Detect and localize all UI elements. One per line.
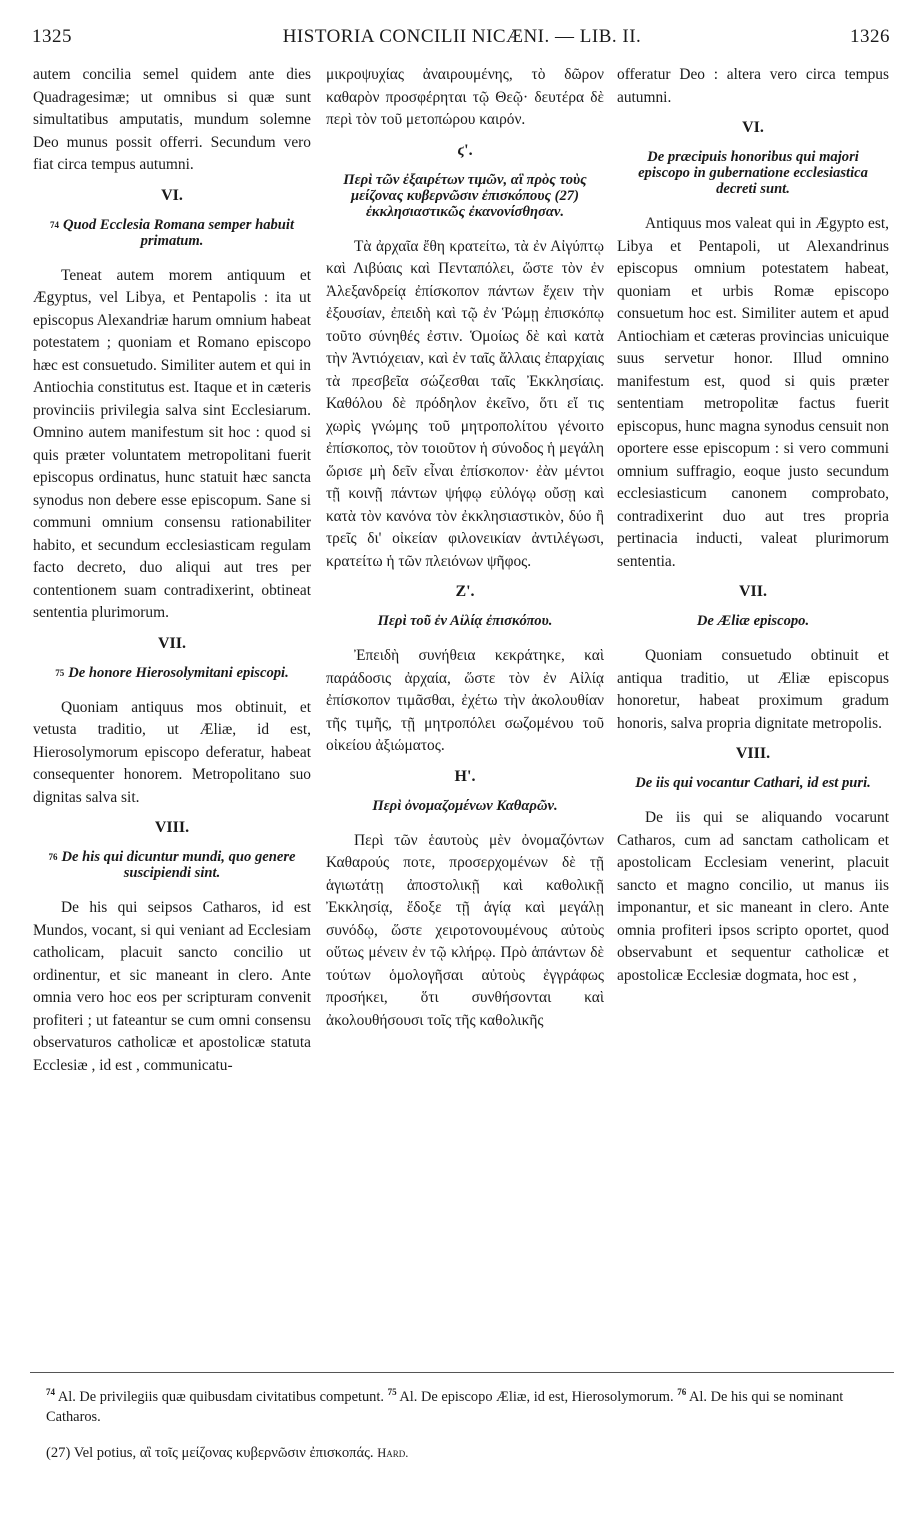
- latin-canon-8-number: VIII.: [154, 819, 190, 836]
- heading-text: De his qui dicuntur mundi, quo genere suscipiendi sint.: [61, 849, 296, 881]
- greek-canon-6-text: Τὰ ἀρχαῖα ἔθη κρατείτω, τὰ ἐν Αἰγύπτῳ καὶ Λιβύαις καὶ Πενταπόλει, ὥστε τὸν ἐν Ἀλεξανδρείᾳ ἐπίσκοπον πάντων ἔχειν τὴν ἐξουσίαν, ἐπειδὴ καὶ τῷ ἐν Ῥώμῃ ἐπισκόπῳ τοῦτο σύνηθές ἐστιν. Ὁμοίως δὲ καὶ κατὰ τὴν Ἀντιόχειαν, καὶ ἐν ταῖς ἄλλαις ἐπαρχίαις τὰ πρεσβεῖα σώζεσθαι ταῖς Ἐκκλησίαις. Καθόλου δὲ πρόδηλον ἐκεῖνο, ὅτι εἴ τις χωρὶς γνώμης τοῦ μητροπολίτου γένοιτο ἐπίσκοπος, τὸν τοιοῦτον ἡ σύνοδος ἡ μεγάλη ὥρισε μὴ δεῖν εἶναι ἐπίσκοπον· ἐὰν μέντοι τῇ κοινῇ πάντων ψήφῳ εὐλόγῳ οὔσῃ καὶ κατὰ τὸν κανόνα τὸν ἐκκλησιαστικὸν, δύο ἢ τρεῖς δι' οἰκείαν φιλονεικίαν ἀντιλέγωσι, κρατείτω ἡ τῶν πλειόνων ψῆφος.: [326, 237, 604, 570]
- latin-canon-7-title: [33, 665, 311, 681]
- footnote-27-source: Hard.: [377, 1445, 409, 1460]
- latin-canon-6-number: VI.: [161, 186, 183, 204]
- page-number-right: 1326: [850, 26, 890, 47]
- latin-intro: autem concilia semel quidem ante dies Quadragesimæ; ut omnibus si quæ sunt simultatibus amputatis, mundum solemne Deo munus possit offerri. Secundum vero fiat circa tempus autumni.: [33, 66, 311, 173]
- footnote-76-text: Al. De his qui se nominant Catharos.: [46, 1388, 844, 1425]
- footnote-variants: [46, 1382, 890, 1427]
- latin-translation-canon-8-text: De iis qui se aliquando vocarunt Catharos, cum ad sanctam catholicam et apostolicam Ecclesiam venerint, placuit sancto et magno concilio, ut manus iis imponantur, et sic maneant in clero. Ante omnia profiteri ipsos scripto oportet, quod observabunt et sequentur catholicæ et apostolicæ Ecclesiæ dogmata, hoc est ,: [617, 809, 889, 984]
- note-marker: 76: [48, 852, 58, 862]
- greek-canon-8-title: Περὶ ὀνομαζομένων Καθαρῶν.: [372, 797, 558, 814]
- latin-canon-6-title: [33, 217, 311, 249]
- heading-text: Quod Ecclesia Romana semper habuit primatum.: [62, 216, 295, 249]
- greek-canon-8-number: Η'.: [454, 767, 476, 785]
- latin-translation-canon-7-number: VII.: [738, 583, 767, 600]
- latin-canon-6-text: Teneat autem morem antiquum et Ægyptus, vel Libya, et Pentapolis : ita ut episcopus Alexandriæ harum omnium habeat potestatem ; quoniam et Romano episcopo hæc est consuetudo. Similiter autem et qui in Antiochia constitutus est. Itaque et in cæteris provinciis privilegia salva sint Ecclesiarum. Omnino autem manifestum sit hoc : quod si quis præter voluntatem metropolitani fuerit episcopus ordinatus, hunc statuit hæc sancta synodus non debere esse episcopum. Sane si communi omnium consensu rationabiliter habito, et secundum ecclesiasticam regulam facto decreto, duo aliqui aut tres per contentionem suam contradixerint, obtineat sententia plurimorum.: [33, 266, 311, 621]
- latin-translation-canon-6-title: De præcipuis honoribus qui majori episcopo in gubernatione ecclesiastica decreti sunt.: [638, 149, 868, 197]
- latin-translation-canon-8-number: VIII.: [735, 745, 771, 762]
- greek-canon-6-title: Περὶ τῶν ἐξαιρέτων τιμῶν, αἳ πρὸς τοὺς μείζονας κυβερνῶσιν ἐπισκόπους (27) ἐκκλησιαστικῶς ἐκανονίσθησαν.: [343, 171, 587, 220]
- greek-intro: μικροψυχίας ἀναιρουμένης, τὸ δῶρον καθαρὸν προσφέρηται τῷ Θεῷ· δευτέρα δὲ περὶ τὸν τοῦ μετοπώρου καιρόν.: [326, 66, 604, 128]
- footnote-75-text: Al. De episcopo Æliæ, id est, Hierosolymorum.: [399, 1388, 674, 1405]
- latin-translation-canon-8-title: De iis qui vocantur Cathari, id est puri.: [635, 775, 871, 791]
- latin-canon-8-text: De his qui seipsos Catharos, id est Mundos, vocant, si qui veniant ad Ecclesiam catholicam, placuit sancto concilio ut ordinentur, et sic maneant in clero. Ante omnia vero hoc eos per scripturam convenit profiteri ; ut fateantur se cum omni consensu observaturos catholicæ et apostolicæ statuta Ecclesiæ , id est , communicatu-: [33, 899, 311, 1074]
- running-title: HISTORIA CONCILII NICÆNI. — LIB. II.: [282, 26, 642, 47]
- latin-translation-canon-6-number: VI.: [742, 119, 764, 136]
- latin-column: [33, 64, 311, 1077]
- note-marker: 75: [55, 667, 65, 678]
- greek-canon-6-number: ϛ'.: [457, 141, 473, 159]
- footnote-27: [46, 1443, 890, 1463]
- footnote-marker-75: 75: [387, 1387, 397, 1397]
- footnote-marker-76: 76: [677, 1387, 687, 1397]
- footnotes: [46, 1382, 890, 1463]
- latin-translation-canon-7-title: De Æliæ episcopo.: [696, 613, 810, 629]
- latin-translation-canon-6-text: Antiquus mos valeat qui in Ægypto est, Libya et Pentapoli, ut Alexandrinus episcopus omnium potestatem habeat, quoniam et urbis Romæ episcopo consuetum hoc est. Similiter autem et apud Antiochiam et cæteras provincias unicuique suus servetur honor. Illud omnino manifestum est, quod si quis præter sententiam metropolitæ factus fuerit episcopus, hunc magna synodus censuit non oportere esse episcopum : si vero communi omnium suffragio, eoque justo secundum ecclesiasticum canonem comprobato, contradixerint duo aut tres propria pertinacia inducti, valeat plurimorum sententia.: [617, 215, 889, 570]
- footnote-marker-74: 74: [46, 1387, 55, 1397]
- note-marker: 74: [49, 219, 59, 230]
- latin-canon-7-text: Quoniam antiquus mos obtinuit, et vetusta traditio, ut Æliæ, id est, Hierosolymorum episcopo deferatur, habeat consequenter honorem. Metropolitano suo dignitas salva sit.: [33, 698, 311, 806]
- greek-column: [326, 64, 604, 1032]
- footnote-74-text: Al. De privilegiis quæ quibusdam civitatibus competunt.: [57, 1388, 384, 1405]
- greek-canon-8-text: Περὶ τῶν ἑαυτοὺς μὲν ὀνομαζόντων Καθαρούς ποτε, προσερχομένων δὲ τῇ ἁγιωτάτῃ ἀποστολικῇ καὶ καθολικῇ Ἐκκλησίᾳ, ἔδοξε τῇ ἁγίᾳ καὶ μεγάλῃ συνόδῳ, ὥστε χειροτονουμένους αὐτοὺς οὕτως μένειν ἐν τῷ κλήρῳ. Πρὸ ἁπάντων δὲ τούτων ὁμολογῆσαι αὐτοὺς ἐγγράφως προσήκει, ὅτι συνθήσονται καὶ ἀκολουθήσουσι τοῖς τῆς καθολικῆς: [326, 831, 604, 1029]
- footnote-27-text: (27) Vel potius, αἳ τοῖς μείζονας κυβερνῶσιν ἐπισκοπάς.: [46, 1444, 374, 1461]
- latin-translation-canon-7-text: Quoniam consuetudo obtinuit et antiqua traditio, ut Æliæ episcopus honoretur, habeat proximum gradum honoris, salva propria dignitate metropolis.: [617, 647, 889, 732]
- latin-translation-column: [617, 64, 889, 987]
- greek-canon-7-title: Περὶ τοῦ ἐν Αἰλίᾳ ἐπισκόπου.: [377, 613, 553, 629]
- latin-canon-7-number: VII.: [157, 634, 186, 652]
- heading-text: De honore Hierosolymitani episcopi.: [68, 664, 289, 681]
- footnote-divider: [30, 1372, 894, 1373]
- greek-canon-7-text: Ἐπειδὴ συνήθεια κεκράτηκε, καὶ παράδοσις ἀρχαία, ὥστε τὸν ἐν Αἰλίᾳ ἐπίσκοπον τιμᾶσθαι, ἐχέτω τὴν ἀκολουθίαν τῆς τιμῆς, τῇ μητροπόλει σωζομένου τοῦ οἰκείου ἀξιώματος.: [326, 647, 604, 754]
- running-header: [30, 26, 894, 54]
- latin-translation-intro: offeratur Deo : altera vero circa tempus autumni.: [617, 66, 889, 106]
- page-number-left: 1325: [32, 26, 72, 47]
- latin-canon-8-title: [33, 849, 311, 881]
- greek-canon-7-number: Ζ'.: [455, 583, 475, 600]
